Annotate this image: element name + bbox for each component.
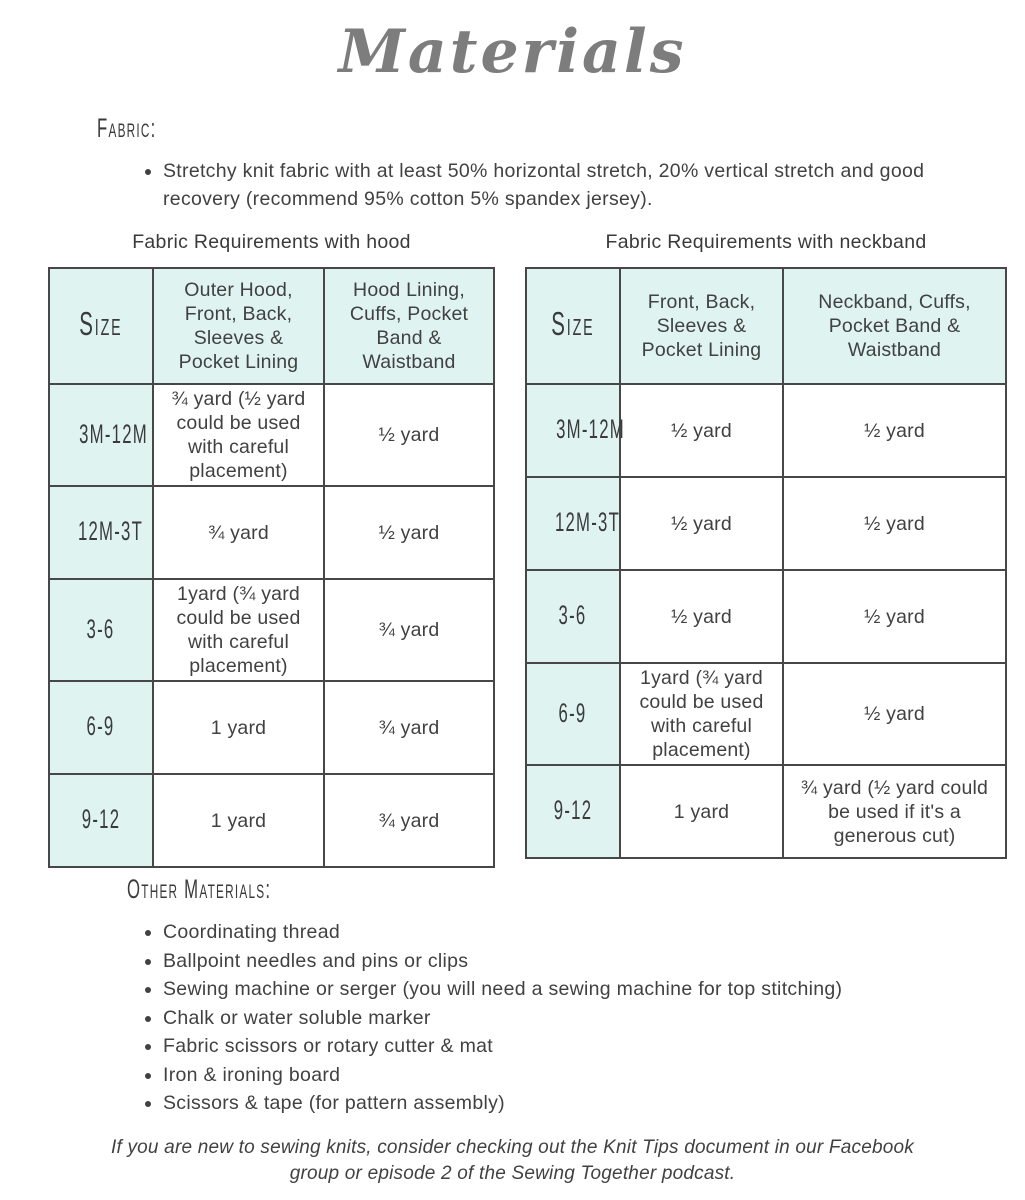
table-row [526, 384, 1006, 477]
fabric-table-neckband [525, 267, 1007, 859]
yardage-cell: 1 yard [620, 765, 783, 858]
neckband-table-caption: Fabric Requirements with neckband [605, 231, 927, 253]
yardage-cell: 1yard (¾ yard could be used with careful placement) [620, 663, 783, 765]
size-cell [526, 765, 620, 858]
size-value-label: 9-12 [553, 795, 593, 825]
header-row [49, 268, 494, 384]
hood-table-caption: Fabric Requirements with hood [132, 231, 411, 253]
table-row [49, 681, 494, 774]
table-row [49, 384, 494, 486]
size-value-label: 6-9 [559, 697, 587, 728]
list-item: • Stretchy knit fabric with at least 50% horizontal stretch, 20% vertical stretch and good recovery (recommend 95% cotton 5% spandex jersey). [163, 158, 928, 213]
fabric-requirement-tables [48, 231, 1025, 868]
list-item: • Coordinating thread [163, 919, 928, 947]
other-materials-list [0, 919, 1025, 1118]
page-title: Materials [338, 17, 687, 87]
yardage-cell: ¾ yard [324, 774, 494, 867]
table-row [49, 486, 494, 579]
other-materials-heading [127, 875, 1025, 903]
size-value-label: 3M-12M [556, 414, 625, 444]
yardage-cell: ¾ yard (½ yard could be used if it's a generous cut) [783, 765, 1006, 858]
size-cell [526, 384, 625, 477]
yardage-cell: ½ yard [783, 570, 1006, 663]
yardage-cell: ½ yard [620, 477, 783, 570]
size-value-label: 3-6 [87, 613, 115, 644]
table-row [526, 765, 1006, 858]
yardage-cell: 1 yard [153, 774, 324, 867]
yardage-cell: ¾ yard [324, 579, 494, 681]
yardage-cell: ½ yard [324, 384, 494, 486]
fabric-table-hood [48, 267, 495, 868]
yardage-cell: ½ yard [783, 663, 1006, 765]
size-cell [49, 774, 153, 867]
list-item: • Scissors & tape (for pattern assembly) [163, 1090, 928, 1118]
size-cell [526, 570, 620, 663]
column-header-cell: Neckband, Cuffs, Pocket Band & Waistband [783, 268, 1006, 384]
fabric-heading-label: Fabric: [97, 113, 157, 143]
table-row [526, 570, 1006, 663]
yardage-cell: ½ yard [620, 384, 783, 477]
table-row [526, 477, 1006, 570]
column-header-cell: Front, Back, Sleeves & Pocket Lining [620, 268, 783, 384]
size-value-label: 12M-3T [77, 516, 144, 546]
column-header-cell: Outer Hood, Front, Back, Sleeves & Pocket Lining [153, 268, 324, 384]
list-item: • Sewing machine or serger (you will need a sewing machine for top stitching) [163, 976, 928, 1004]
size-header-cell [49, 268, 153, 384]
fabric-bullet-list [0, 158, 1025, 213]
yardage-cell: ½ yard [620, 570, 783, 663]
list-item: • Iron & ironing board [163, 1062, 928, 1090]
yardage-cell: ½ yard [783, 384, 1006, 477]
size-cell [49, 384, 153, 486]
footer-note: If you are new to sewing knits, consider checking out the Knit Tips document in our Facebook group or episode 2 of the Sewing Together podcast. [111, 1136, 914, 1184]
size-cell [49, 681, 153, 774]
yardage-cell: ¾ yard (½ yard could be used with careful placement) [153, 384, 324, 486]
size-cell [49, 579, 153, 681]
table-row [526, 663, 1006, 765]
list-item: • Fabric scissors or rotary cutter & mat [163, 1033, 928, 1061]
hood-table-block [48, 231, 495, 868]
size-value-label: 3M-12M [79, 418, 148, 449]
yardage-cell: ¾ yard [153, 486, 324, 579]
fabric-section-heading [97, 114, 1025, 142]
header-row [526, 268, 1006, 384]
size-cell [49, 486, 153, 579]
list-item: • Ballpoint needles and pins or clips [163, 948, 928, 976]
neckband-table-block [525, 231, 1007, 859]
list-item: • Chalk or water soluble marker [163, 1005, 928, 1033]
size-cell [526, 477, 620, 570]
yardage-cell: 1 yard [153, 681, 324, 774]
yardage-cell: ¾ yard [324, 681, 494, 774]
size-value-label: 3-6 [559, 600, 587, 630]
column-header-cell: Hood Lining, Cuffs, Pocket Band & Waistband [324, 268, 494, 384]
size-header-label: Size [79, 304, 123, 342]
size-header-label: Size [551, 304, 595, 342]
other-materials-heading-label: Other Materials: [127, 874, 272, 904]
size-header-cell [526, 268, 620, 384]
yardage-cell: 1yard (¾ yard could be used with careful placement) [153, 579, 324, 681]
size-cell [526, 663, 620, 765]
size-value-label: 6-9 [87, 711, 115, 741]
size-value-label: 12M-3T [554, 507, 621, 537]
yardage-cell: ½ yard [783, 477, 1006, 570]
yardage-cell: ½ yard [324, 486, 494, 579]
table-row [49, 579, 494, 681]
size-value-label: 9-12 [81, 804, 121, 834]
table-row [49, 774, 494, 867]
